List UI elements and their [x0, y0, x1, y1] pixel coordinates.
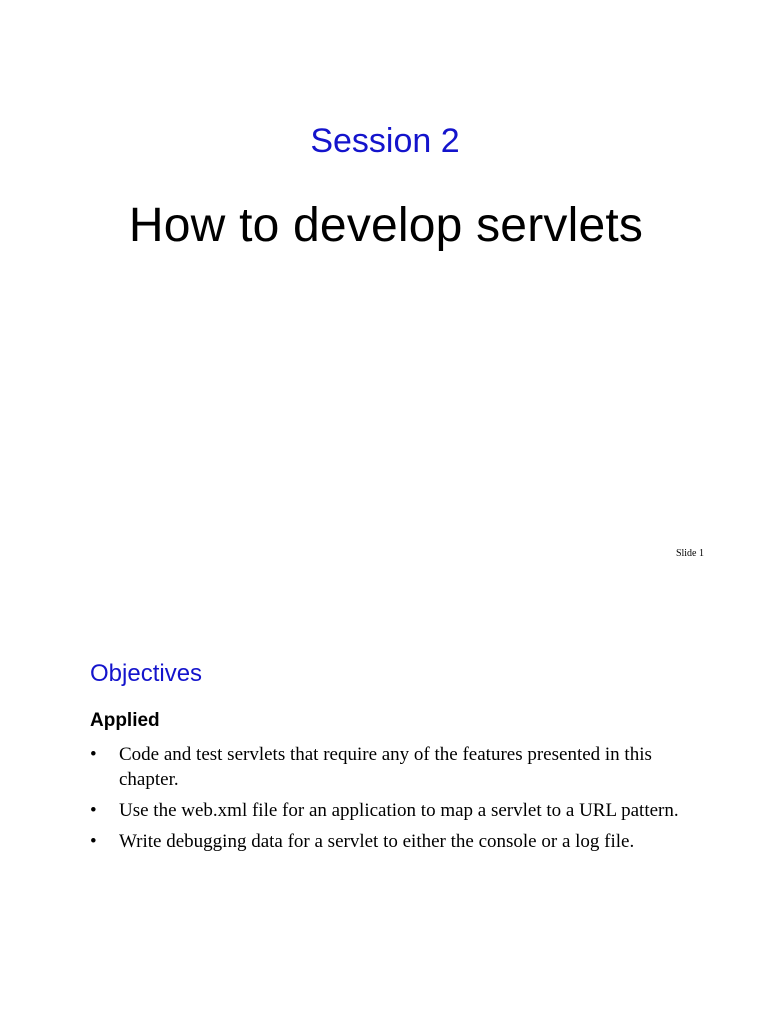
bullet-text: Code and test servlets that require any of the features presented in this chapter. — [119, 744, 652, 790]
bullet-icon: • — [90, 831, 97, 852]
list-item — [90, 798, 690, 823]
slide-title: How to develop servlets — [128, 199, 644, 252]
bullet-text: Write debugging data for a servlet to either the console or a log file. — [119, 831, 635, 852]
list-item — [90, 742, 690, 792]
bullet-icon: • — [90, 744, 97, 765]
applied-subheading: Applied — [90, 710, 160, 731]
bullet-text: Use the web.xml file for an application to map a servlet to a URL pattern. — [119, 800, 679, 821]
slide-number: Slide 1 — [675, 548, 704, 559]
objectives-heading: Objectives — [90, 660, 203, 687]
objectives-slide — [0, 640, 768, 1024]
objectives-list — [90, 742, 690, 860]
list-item — [90, 829, 690, 854]
session-label: Session 2 — [310, 122, 460, 160]
bullet-icon: • — [90, 800, 97, 821]
